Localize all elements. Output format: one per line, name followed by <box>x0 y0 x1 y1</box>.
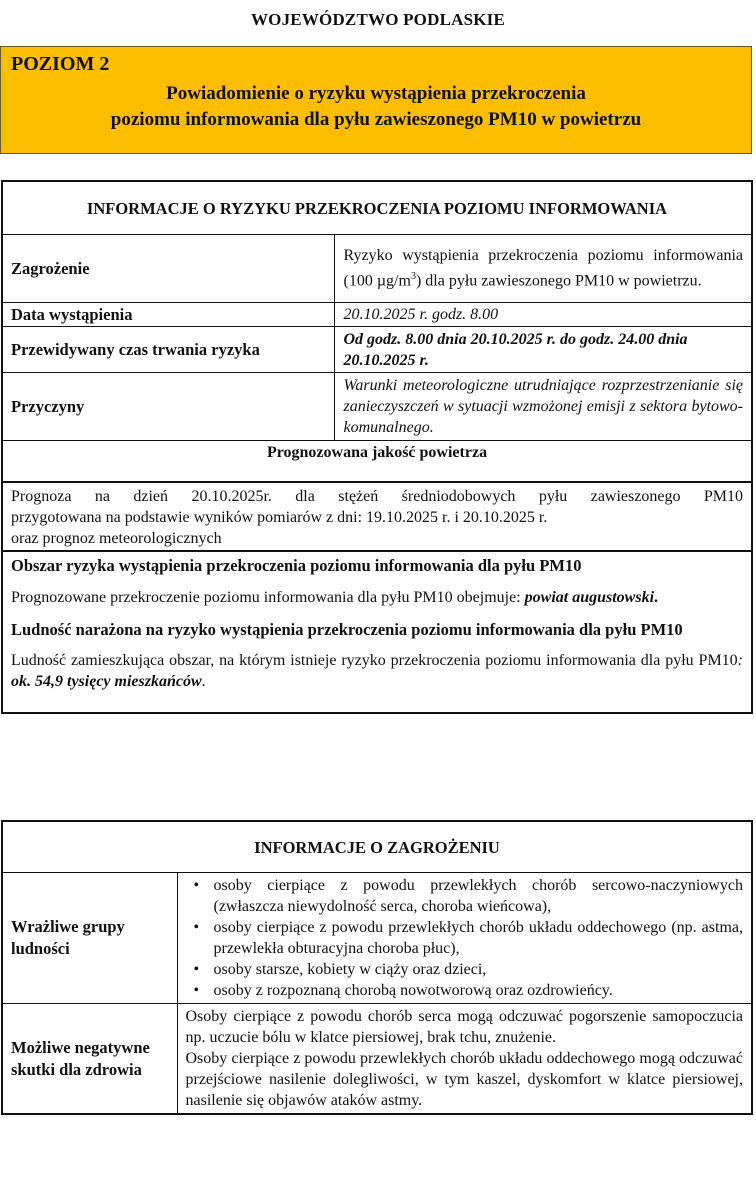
row-value-duration: Od godz. 8.00 dnia 20.10.2025 r. do godz. 24.00 dnia 20.10.2025 r. <box>334 327 752 373</box>
area-value: powiat augustowski <box>524 589 655 606</box>
vulnerable-groups-list <box>177 873 752 1004</box>
bullet-icon: • <box>193 877 200 894</box>
list-item <box>193 959 744 980</box>
population-text <box>11 650 743 692</box>
bullet-icon: • <box>193 919 200 936</box>
threat-text: Ryzyko wystąpienia przekroczenia poziomu informowania (100 µg/m <box>343 247 743 290</box>
row-label-threat: Zagrożenie <box>2 235 334 303</box>
forecast-line: oraz prognoz meteorologicznych <box>11 530 222 547</box>
population-colon: : <box>737 652 743 669</box>
alert-banner <box>0 46 752 154</box>
health-effects-label: Możliwe negatywne skutki dla zdrowia <box>2 1004 177 1115</box>
table-row <box>2 873 752 1004</box>
table-row <box>2 327 752 373</box>
alert-level: POZIOM 2 <box>11 53 110 75</box>
row-label-date: Data wystąpienia <box>2 303 334 327</box>
list-item <box>193 980 744 1001</box>
risk-area-section <box>2 551 752 713</box>
row-value-causes: Warunki meteorologiczne utrudniające rozprzestrzenianie się zanieczyszczeń w sytuacji wzmożonej emisji z sektora bytowo-komunalnego. <box>334 373 752 441</box>
list-item <box>193 875 744 917</box>
vulnerable-groups-label: Wrażliwe grupy ludności <box>2 873 177 1004</box>
area-text <box>11 587 743 608</box>
region-title: WOJEWÓDZTWO PODLASKIE <box>250 10 506 29</box>
row-value-date: 20.10.2025 r. godz. 8.00 <box>334 303 752 327</box>
threat-info-table <box>1 820 753 1115</box>
population-heading: Ludność narażona na ryzyko wystąpienia przekroczenia poziomu informowania dla pyłu PM10 <box>11 620 683 639</box>
table-row <box>2 1004 752 1115</box>
alert-headline-line1: Powiadomienie o ryzyku wystąpienia przekroczenia <box>166 83 586 104</box>
area-period: . <box>654 589 659 606</box>
unit-superscript: 3 <box>410 271 416 283</box>
bullet-icon: • <box>193 982 200 999</box>
health-effect-paragraph: Osoby cierpiące z powodu chorób serca mogą odczuwać pogorszenie samopoczucia np. uczucie bólu w klatce piersiowej, brak tchu, znużenie. <box>185 1008 743 1046</box>
row-label-duration: Przewidywany czas trwania ryzyka <box>2 327 334 373</box>
list-item-text: osoby cierpiące z powodu przewlekłych chorób sercowo-naczyniowych (zwłaszcza niewydolność serca, choroba wieńcowa), <box>213 877 743 915</box>
list-item-text: osoby cierpiące z powodu przewlekłych chorób układu oddechowego (np. astma, przewlekła obturacyjna choroba płuc), <box>213 919 743 957</box>
threat-table-title: INFORMACJE O ZAGROŻENIU <box>2 821 752 873</box>
health-effect-paragraph: Osoby cierpiące z powodu przewlekłych chorób układu oddechowego mogą odczuwać przejściowe nasilenie dolegliwości, w tym kaszel, dyskomfort w klatce piersiowej, nasilenie się objawów ataków astmy. <box>185 1050 743 1109</box>
population-description: Ludność zamieszkująca obszar, na którym istnieje ryzyko przekroczenia poziomu informowania dla pyłu PM10 <box>11 652 738 669</box>
bullet-icon: • <box>193 961 200 978</box>
area-description: Prognozowane przekroczenie poziomu informowania dla pyłu PM10 obejmuje: <box>11 589 525 606</box>
list-item-text: osoby z rozpoznaną chorobą nowotworową oraz ozdrowieńcy. <box>213 982 613 999</box>
table-row <box>2 303 752 327</box>
forecast-line: Prognoza na dzień 20.10.2025r. dla stężeń średniodobowych pyłu zawieszonego PM10 <box>11 488 743 505</box>
area-heading: Obszar ryzyka wystąpienia przekroczenia poziomu informowania dla pyłu PM10 <box>11 556 582 575</box>
list-item <box>193 917 744 959</box>
threat-text-end: ) dla pyłu zawieszonego PM10 w powietrzu. <box>415 272 702 290</box>
row-label-causes: Przyczyny <box>2 373 334 441</box>
health-effects-text <box>177 1004 752 1115</box>
risk-table-title: INFORMACJE O RYZYKU PRZEKROCZENIA POZIOMU INFORMOWANIA <box>2 181 752 235</box>
row-value-threat <box>334 235 752 303</box>
table-row <box>2 235 752 303</box>
population-value: ok. 54,9 tysięcy mieszkańców <box>11 673 202 690</box>
forecast-line: przygotowana na podstawie wyników pomiarów z dni: 19.10.2025 r. i 20.10.2025 r. <box>11 509 548 526</box>
list-item-text: osoby starsze, kobiety w ciąży oraz dzieci, <box>213 961 487 978</box>
risk-info-table <box>1 180 753 714</box>
alert-headline <box>1 81 751 133</box>
table-row <box>2 373 752 441</box>
population-period: . <box>201 673 206 690</box>
forecast-heading: Prognozowana jakość powietrza <box>2 441 752 483</box>
forecast-text <box>2 482 752 551</box>
alert-headline-line2: poziomu informowania dla pyłu zawieszonego PM10 w powietrzu <box>110 109 642 130</box>
